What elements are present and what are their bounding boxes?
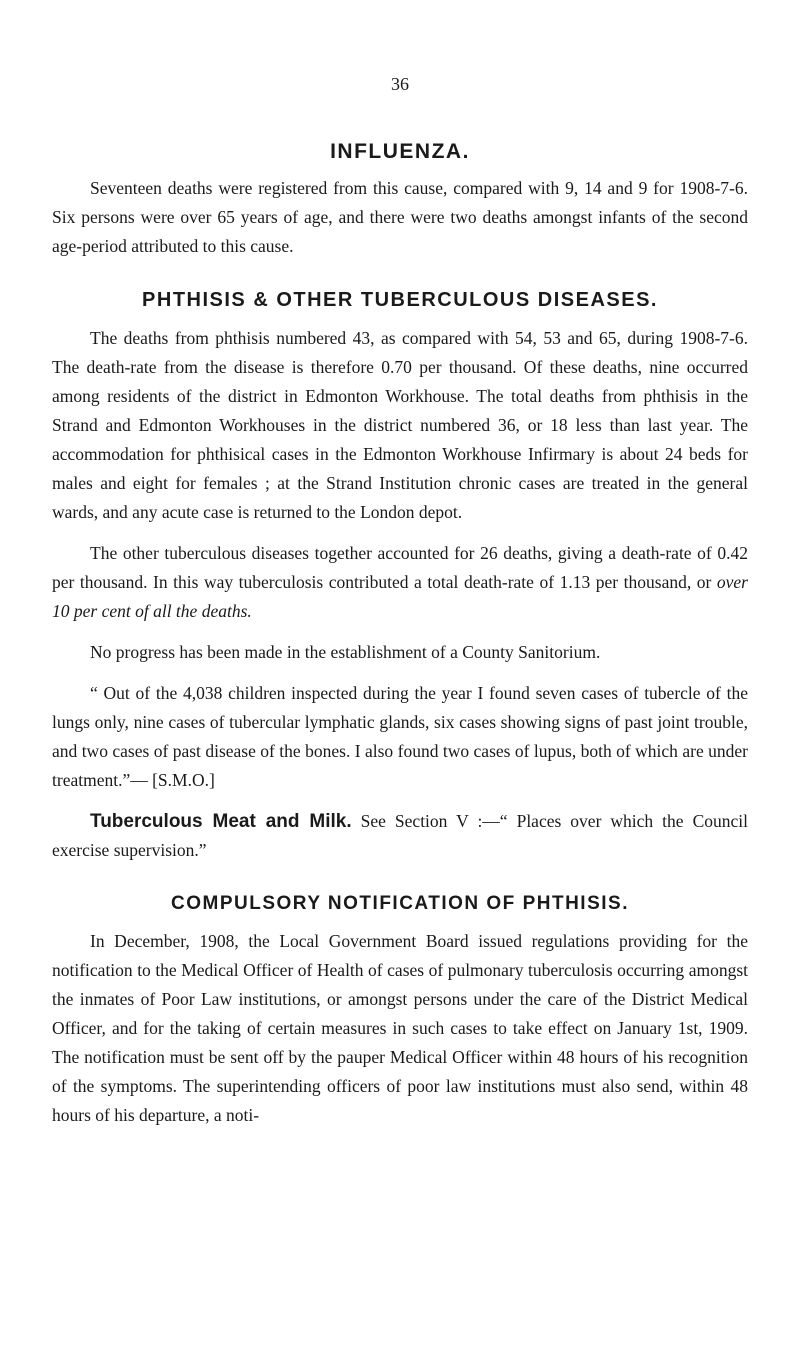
notification-heading: COMPULSORY NOTIFICATION OF PHTHISIS. [171,893,629,914]
influenza-paragraph: Seventeen deaths were registered from this cause, compared with 9, 14 and 9 for 1908-7-6. Six persons were over 65 years of age, and there were two deaths amongst infants of the second age-period attributed to this cause. [52,178,748,256]
phthisis-heading: PHTHISIS & OTHER TUBERCULOUS DISEASES. [142,289,658,311]
phthisis-paragraph-other-tuberculous [52,539,748,626]
tuberculous-meat-text: See Section V :—“ Places over which the Council exercise supervision.” [52,811,748,860]
tuberculous-meat-paragraph [52,807,748,865]
page-content [52,140,748,1142]
tuberculous-meat-heading: Tuberculous Meat and Milk. [90,811,352,832]
page-number: 36 [391,74,409,94]
other-tuberculous-text: The other tuberculous diseases together accounted for 26 deaths, giving a death-rate of 0.42 per thousand. In this way tuberculosis contributed a total death-rate of 1.13 per thousand, or [52,543,748,592]
other-tuberculous-italic: over 10 per cent of all the deaths. [52,572,748,621]
influenza-heading: INFLUENZA. [330,140,470,163]
phthisis-paragraph-deaths: The deaths from phthisis numbered 43, as compared with 54, 53 and 65, during 1908-7-6. The death-rate from the disease is therefore 0.70 per thousand. Of these deaths, nine occurred among residents of the district in Edmonton Workhouse. The total deaths from phthisis in the Strand and Edmonton Workhouses in the district numbered 36, or 18 less than last year. The accommodation for phthisical cases in the Edmonton Workhouse Infirmary is about 24 beds for males and eight for females ; at the Strand Institution chronic cases are treated in the general wards, and any acute case is returned to the London depot. [52,328,748,522]
notification-paragraph: In December, 1908, the Local Government Board issued regulations providing for the notification to the Medical Officer of Health of cases of pulmonary tuberculosis occurring amongst the inmates of Poor Law institutions, or amongst persons under the care of the District Medical Officer, and for the taking of certain measures in such cases to take effect on January 1st, 1909. The notification must be sent off by the pauper Medical Officer within 48 hours of his recognition of the symptoms. The superintending officers of poor law institutions must also send, within 48 hours of his departure, a noti- [52,931,748,1125]
phthisis-paragraph-sanitorium: No progress has been made in the establishment of a County Sanitorium. [90,642,601,662]
phthisis-paragraph-smo-quote: “ Out of the 4,038 children inspected during the year I found seven cases of tubercle of the lungs only, nine cases of tubercular lymphatic glands, six cases showing signs of past joint trouble, and two cases of past disease of the bones. I also found two cases of lupus, both of which are under treatment.”— [S.M.O.] [52,683,748,790]
